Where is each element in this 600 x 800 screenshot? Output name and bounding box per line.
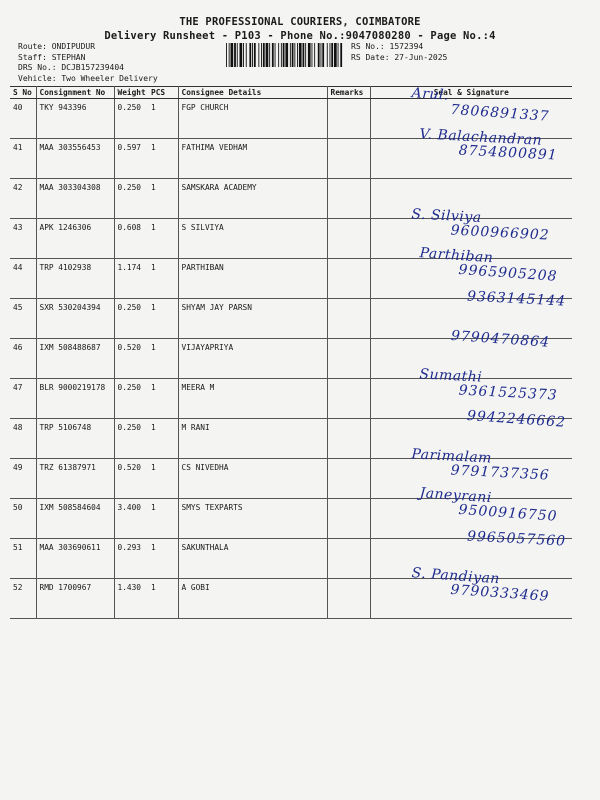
barcode-bar	[283, 43, 285, 67]
vehicle-text: Vehicle: Two Wheeler Delivery	[18, 73, 158, 83]
row-pcs: 1	[148, 219, 178, 259]
signature-name: Parthiban	[418, 245, 494, 267]
barcode-bar	[327, 43, 328, 67]
signature-phone: 9363145144	[466, 288, 566, 310]
staff-text: Staff: STEPHAN	[18, 52, 86, 62]
row-pcs: 1	[148, 459, 178, 499]
row-sno: 44	[10, 259, 36, 299]
signature-phone: 9942246662	[466, 407, 566, 431]
signature-phone: 9965905208	[457, 261, 558, 285]
barcode-bar	[272, 43, 274, 67]
header-seal: Seal & Signature	[370, 87, 572, 99]
barcode-bar	[254, 43, 256, 67]
signature-phone: 7806891337	[449, 101, 550, 125]
row-weight: 0.608	[114, 219, 148, 259]
barcode-bar	[226, 43, 227, 67]
row-consignee: SAKUNTHALA	[178, 539, 327, 579]
row-sno: 43	[10, 219, 36, 259]
row-pcs: 1	[148, 339, 178, 379]
row-sno: 45	[10, 299, 36, 339]
header-sno: S No	[10, 87, 36, 99]
row-consignment-no: TRZ 61387971	[36, 459, 114, 499]
handwritten-signature	[418, 367, 558, 402]
barcode-bar	[263, 43, 265, 67]
row-consignee: FATHIMA VEDHAM	[178, 139, 327, 179]
row-remarks	[327, 339, 370, 379]
row-sno: 48	[10, 419, 36, 459]
row-consignee: SAMSKARA ACADEMY	[178, 179, 327, 219]
barcode-bar	[237, 43, 238, 67]
barcode-bar	[334, 43, 337, 67]
row-consignment-no: MAA 303556453	[36, 139, 114, 179]
header-pcs: PCS	[148, 87, 178, 99]
row-consignment-no: TRP 5106748	[36, 419, 114, 459]
barcode-bar	[331, 43, 333, 67]
barcode-bar	[275, 43, 276, 67]
delivery-table	[10, 86, 572, 619]
barcode-bar	[305, 43, 306, 67]
row-remarks	[327, 499, 370, 539]
barcode-bar	[246, 43, 247, 67]
row-weight: 3.400	[114, 499, 148, 539]
row-consignee: A GOBI	[178, 579, 327, 619]
row-weight: 0.250	[114, 419, 148, 459]
row-weight: 0.520	[114, 339, 148, 379]
barcode-bar	[269, 43, 270, 67]
row-consignee: SHYAM JAY PARSN	[178, 299, 327, 339]
row-remarks	[327, 219, 370, 259]
row-weight: 0.520	[114, 459, 148, 499]
row-weight: 0.250	[114, 99, 148, 139]
handwritten-signature	[410, 447, 550, 482]
signature-phone: 9790470864	[450, 327, 550, 351]
row-consignee: FGP CHURCH	[178, 99, 327, 139]
barcode-bar	[299, 43, 302, 67]
rs-number: RS No.: 1572394	[351, 42, 424, 51]
company-title: THE PROFESSIONAL COURIERS, COIMBATORE	[179, 16, 421, 28]
handwritten-signature	[418, 127, 558, 162]
row-pcs: 1	[148, 259, 178, 299]
signature-phone: 9965057560	[466, 528, 566, 550]
barcode-bar	[258, 43, 259, 67]
row-sno: 49	[10, 459, 36, 499]
barcode-bar	[330, 43, 331, 67]
signature-phone: 8754800891	[457, 142, 558, 164]
row-sno: 46	[10, 339, 36, 379]
barcode-bar	[266, 43, 269, 67]
row-weight: 1.174	[114, 259, 148, 299]
row-sno: 51	[10, 539, 36, 579]
signature-phone: 9500916750	[457, 501, 558, 525]
barcode-bar	[252, 43, 253, 67]
barcode-bar	[281, 43, 282, 67]
barcode-bar	[243, 43, 244, 67]
row-pcs: 1	[148, 539, 178, 579]
row-consignee: CS NIVEDHA	[178, 459, 327, 499]
row-consignment-no: RMD 1700967	[36, 579, 114, 619]
signature-phone: 9600966902	[449, 222, 550, 244]
runsheet-subtitle: Delivery Runsheet - P103 - Phone No.:9047080280 - Page No.:4	[104, 30, 496, 42]
route-text: Route: ONDIPUDUR	[18, 42, 96, 51]
row-remarks	[327, 579, 370, 619]
barcode-bar	[290, 43, 291, 67]
row-weight: 0.250	[114, 379, 148, 419]
row-remarks	[327, 299, 370, 339]
barcode-bar	[340, 43, 342, 67]
barcode-image	[226, 43, 342, 67]
row-consignee: S SILVIYA	[178, 219, 327, 259]
row-consignee: VIJAYAPRIYA	[178, 339, 327, 379]
table-row	[10, 139, 572, 179]
rs-date: RS Date: 27-Jun-2025	[351, 52, 448, 62]
row-consignment-no: IXM 508584604	[36, 499, 114, 539]
row-pcs: 1	[148, 419, 178, 459]
row-remarks	[327, 99, 370, 139]
row-pcs: 1	[148, 579, 178, 619]
row-consignee: MEERA M	[178, 379, 327, 419]
signature-name: Arul.	[410, 85, 449, 104]
row-weight: 0.250	[114, 299, 148, 339]
barcode-bar	[308, 43, 311, 67]
table-row	[10, 579, 572, 619]
row-pcs: 1	[148, 299, 178, 339]
barcode-bar	[314, 43, 315, 67]
row-consignee: SMYS TEXPARTS	[178, 499, 327, 539]
barcode-bar	[240, 43, 243, 67]
signature-name: V. Balachandran	[418, 126, 542, 149]
signature-name: Parimalam	[410, 446, 492, 467]
row-signature-cell	[370, 565, 572, 619]
barcode-bar	[285, 43, 288, 67]
barcode-bar	[294, 43, 295, 67]
barcode-bar	[278, 43, 279, 67]
signature-name: Sumathi	[418, 366, 483, 386]
row-weight: 0.597	[114, 139, 148, 179]
barcode-bar	[303, 43, 305, 67]
barcode-bar	[297, 43, 298, 67]
row-remarks	[327, 139, 370, 179]
barcode-bar	[312, 43, 313, 67]
signature-phone: 9361525373	[457, 382, 558, 404]
row-pcs: 1	[148, 139, 178, 179]
row-weight: 1.430	[114, 579, 148, 619]
barcode-bar	[318, 43, 320, 67]
row-sno: 41	[10, 139, 36, 179]
row-signature-cell	[370, 126, 572, 179]
row-consignment-no: SXR 530204394	[36, 299, 114, 339]
row-weight: 0.293	[114, 539, 148, 579]
header-consignment: Consignment No	[36, 87, 114, 99]
signature-name: Janeyrani	[418, 485, 492, 507]
row-consignment-no: MAA 303304308	[36, 179, 114, 219]
row-sno: 47	[10, 379, 36, 419]
barcode-bar	[322, 43, 324, 67]
header-weight: Weight	[114, 87, 148, 99]
row-remarks	[327, 539, 370, 579]
header-consignee: Consignee Details	[178, 87, 327, 99]
row-sno: 52	[10, 579, 36, 619]
signature-phone: 9791737356	[449, 462, 550, 484]
runsheet-meta-right	[351, 42, 447, 63]
row-pcs: 1	[148, 99, 178, 139]
row-consignee: M RANI	[178, 419, 327, 459]
handwritten-signature	[410, 207, 550, 242]
signature-phone: 9790333469	[449, 581, 550, 605]
barcode-bar	[234, 43, 236, 67]
row-consignment-no: TRP 4102938	[36, 259, 114, 299]
row-consignment-no: BLR 9000219178	[36, 379, 114, 419]
runsheet-meta-left	[18, 42, 158, 84]
barcode-bar	[261, 43, 262, 67]
row-remarks	[327, 379, 370, 419]
row-sno: 50	[10, 499, 36, 539]
drs-number: DRS No.: DCJB157239404	[18, 63, 124, 72]
header-remarks: Remarks	[327, 87, 370, 99]
row-sno: 42	[10, 179, 36, 219]
row-pcs: 1	[148, 179, 178, 219]
row-pcs: 1	[148, 499, 178, 539]
row-remarks	[327, 179, 370, 219]
row-remarks	[327, 459, 370, 499]
row-consignment-no: TKY 943396	[36, 99, 114, 139]
barcode-bar	[229, 43, 230, 67]
row-pcs: 1	[148, 379, 178, 419]
row-consignee: PARTHIBAN	[178, 259, 327, 299]
barcode-bar	[231, 43, 234, 67]
row-consignment-no: IXM 508488687	[36, 339, 114, 379]
barcode-bar	[292, 43, 294, 67]
row-consignment-no: MAA 303690611	[36, 539, 114, 579]
barcode-bar	[249, 43, 251, 67]
row-remarks	[327, 419, 370, 459]
row-sno: 40	[10, 99, 36, 139]
barcode-bar	[321, 43, 322, 67]
row-weight: 0.250	[114, 179, 148, 219]
signature-name: S. Pandiyan	[410, 565, 500, 588]
row-remarks	[327, 259, 370, 299]
barcode-bar	[338, 43, 339, 67]
row-consignment-no: APK 1246306	[36, 219, 114, 259]
signature-name: S. Silviya	[410, 206, 482, 227]
